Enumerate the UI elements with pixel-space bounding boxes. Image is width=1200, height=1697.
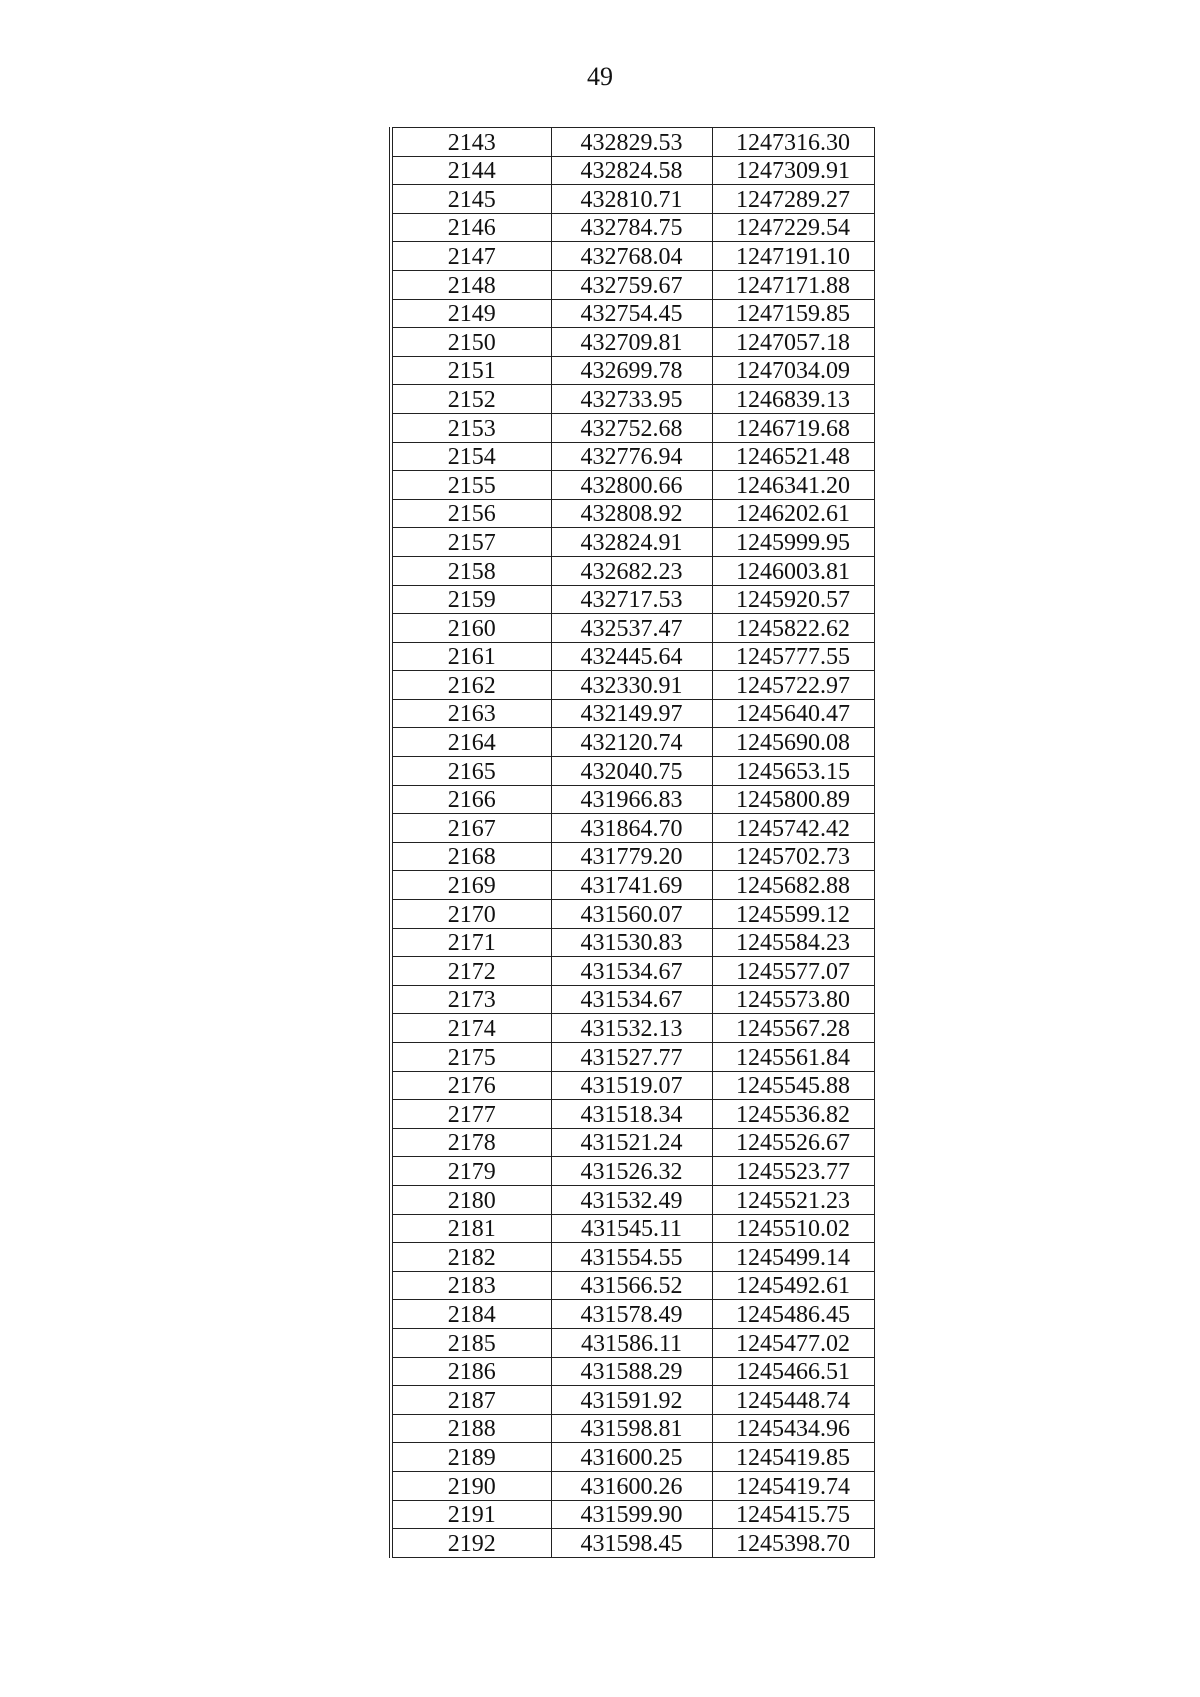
x-coordinate-cell: 431741.69 (551, 871, 712, 900)
table-row (391, 242, 874, 271)
point-number-cell: 2143 (391, 128, 551, 157)
point-number-cell: 2169 (391, 871, 551, 900)
point-number-cell: 2174 (391, 1014, 551, 1043)
table-row (391, 928, 874, 957)
y-coordinate-cell: 1246719.68 (712, 413, 874, 442)
point-number-cell: 2154 (391, 442, 551, 471)
coordinates-table-body (391, 128, 874, 1558)
point-number-cell: 2187 (391, 1386, 551, 1415)
x-coordinate-cell: 431532.49 (551, 1185, 712, 1214)
table-row (391, 328, 874, 357)
y-coordinate-cell: 1245722.97 (712, 671, 874, 700)
point-number-cell: 2191 (391, 1500, 551, 1529)
table-row (391, 1071, 874, 1100)
table-row (391, 642, 874, 671)
table-row (391, 785, 874, 814)
table-row (391, 614, 874, 643)
y-coordinate-cell: 1245521.23 (712, 1185, 874, 1214)
table-row (391, 128, 874, 157)
table-row (391, 1300, 874, 1329)
y-coordinate-cell: 1245577.07 (712, 957, 874, 986)
table-row (391, 1014, 874, 1043)
point-number-cell: 2150 (391, 328, 551, 357)
x-coordinate-cell: 432537.47 (551, 614, 712, 643)
point-number-cell: 2148 (391, 270, 551, 299)
table-row (391, 871, 874, 900)
point-number-cell: 2171 (391, 928, 551, 957)
x-coordinate-cell: 431530.83 (551, 928, 712, 957)
y-coordinate-cell: 1245573.80 (712, 985, 874, 1014)
y-coordinate-cell: 1246202.61 (712, 499, 874, 528)
point-number-cell: 2147 (391, 242, 551, 271)
x-coordinate-cell: 431566.52 (551, 1271, 712, 1300)
x-coordinate-cell: 432149.97 (551, 699, 712, 728)
y-coordinate-cell: 1247034.09 (712, 356, 874, 385)
table-row (391, 442, 874, 471)
x-coordinate-cell: 432754.45 (551, 299, 712, 328)
table-row (391, 1100, 874, 1129)
y-coordinate-cell: 1246341.20 (712, 471, 874, 500)
point-number-cell: 2188 (391, 1414, 551, 1443)
table-row (391, 1128, 874, 1157)
table-row (391, 1443, 874, 1472)
y-coordinate-cell: 1245545.88 (712, 1071, 874, 1100)
point-number-cell: 2156 (391, 499, 551, 528)
point-number-cell: 2186 (391, 1357, 551, 1386)
y-coordinate-cell: 1247057.18 (712, 328, 874, 357)
point-number-cell: 2189 (391, 1443, 551, 1472)
x-coordinate-cell: 432040.75 (551, 757, 712, 786)
x-coordinate-cell: 432717.53 (551, 585, 712, 614)
table-row (391, 1214, 874, 1243)
y-coordinate-cell: 1245702.73 (712, 842, 874, 871)
y-coordinate-cell: 1247316.30 (712, 128, 874, 157)
x-coordinate-cell: 431578.49 (551, 1300, 712, 1329)
y-coordinate-cell: 1247309.91 (712, 156, 874, 185)
y-coordinate-cell: 1245653.15 (712, 757, 874, 786)
point-number-cell: 2182 (391, 1243, 551, 1272)
point-number-cell: 2162 (391, 671, 551, 700)
x-coordinate-cell: 432759.67 (551, 270, 712, 299)
y-coordinate-cell: 1245800.89 (712, 785, 874, 814)
point-number-cell: 2153 (391, 413, 551, 442)
y-coordinate-cell: 1245999.95 (712, 528, 874, 557)
point-number-cell: 2157 (391, 528, 551, 557)
point-number-cell: 2173 (391, 985, 551, 1014)
y-coordinate-cell: 1245536.82 (712, 1100, 874, 1129)
x-coordinate-cell: 431600.25 (551, 1443, 712, 1472)
x-coordinate-cell: 432810.71 (551, 185, 712, 214)
coordinates-table (389, 127, 875, 1558)
x-coordinate-cell: 432824.91 (551, 528, 712, 557)
y-coordinate-cell: 1245920.57 (712, 585, 874, 614)
x-coordinate-cell: 431527.77 (551, 1043, 712, 1072)
y-coordinate-cell: 1246839.13 (712, 385, 874, 414)
y-coordinate-cell: 1247159.85 (712, 299, 874, 328)
y-coordinate-cell: 1245640.47 (712, 699, 874, 728)
table-row (391, 585, 874, 614)
x-coordinate-cell: 432709.81 (551, 328, 712, 357)
page-number: 49 (587, 62, 613, 91)
point-number-cell: 2185 (391, 1328, 551, 1357)
y-coordinate-cell: 1245510.02 (712, 1214, 874, 1243)
x-coordinate-cell: 432445.64 (551, 642, 712, 671)
x-coordinate-cell: 432768.04 (551, 242, 712, 271)
y-coordinate-cell: 1245492.61 (712, 1271, 874, 1300)
x-coordinate-cell: 432120.74 (551, 728, 712, 757)
point-number-cell: 2168 (391, 842, 551, 871)
table-row (391, 156, 874, 185)
x-coordinate-cell: 431518.34 (551, 1100, 712, 1129)
table-row (391, 213, 874, 242)
table-row (391, 1471, 874, 1500)
table-row (391, 1328, 874, 1357)
point-number-cell: 2179 (391, 1157, 551, 1186)
table-row (391, 985, 874, 1014)
y-coordinate-cell: 1245561.84 (712, 1043, 874, 1072)
y-coordinate-cell: 1245682.88 (712, 871, 874, 900)
table-row (391, 1529, 874, 1558)
point-number-cell: 2190 (391, 1471, 551, 1500)
x-coordinate-cell: 431560.07 (551, 900, 712, 929)
table-row (391, 814, 874, 843)
x-coordinate-cell: 432752.68 (551, 413, 712, 442)
x-coordinate-cell: 431532.13 (551, 1014, 712, 1043)
x-coordinate-cell: 432800.66 (551, 471, 712, 500)
x-coordinate-cell: 432829.53 (551, 128, 712, 157)
x-coordinate-cell: 432733.95 (551, 385, 712, 414)
point-number-cell: 2146 (391, 213, 551, 242)
point-number-cell: 2176 (391, 1071, 551, 1100)
y-coordinate-cell: 1245822.62 (712, 614, 874, 643)
point-number-cell: 2165 (391, 757, 551, 786)
y-coordinate-cell: 1245448.74 (712, 1386, 874, 1415)
x-coordinate-cell: 432682.23 (551, 556, 712, 585)
y-coordinate-cell: 1245526.67 (712, 1128, 874, 1157)
y-coordinate-cell: 1245486.45 (712, 1300, 874, 1329)
point-number-cell: 2155 (391, 471, 551, 500)
y-coordinate-cell: 1246003.81 (712, 556, 874, 585)
point-number-cell: 2177 (391, 1100, 551, 1129)
x-coordinate-cell: 431519.07 (551, 1071, 712, 1100)
x-coordinate-cell: 431598.81 (551, 1414, 712, 1443)
point-number-cell: 2166 (391, 785, 551, 814)
table-row (391, 1271, 874, 1300)
point-number-cell: 2161 (391, 642, 551, 671)
point-number-cell: 2183 (391, 1271, 551, 1300)
table-row (391, 1185, 874, 1214)
point-number-cell: 2178 (391, 1128, 551, 1157)
point-number-cell: 2151 (391, 356, 551, 385)
table-row (391, 299, 874, 328)
x-coordinate-cell: 431586.11 (551, 1328, 712, 1357)
table-row (391, 699, 874, 728)
y-coordinate-cell: 1245690.08 (712, 728, 874, 757)
point-number-cell: 2167 (391, 814, 551, 843)
x-coordinate-cell: 432699.78 (551, 356, 712, 385)
table-row (391, 757, 874, 786)
x-coordinate-cell: 432776.94 (551, 442, 712, 471)
table-row (391, 728, 874, 757)
point-number-cell: 2145 (391, 185, 551, 214)
table-row (391, 1157, 874, 1186)
y-coordinate-cell: 1247289.27 (712, 185, 874, 214)
point-number-cell: 2175 (391, 1043, 551, 1072)
table-row (391, 842, 874, 871)
x-coordinate-cell: 431600.26 (551, 1471, 712, 1500)
y-coordinate-cell: 1245415.75 (712, 1500, 874, 1529)
y-coordinate-cell: 1245499.14 (712, 1243, 874, 1272)
y-coordinate-cell: 1247171.88 (712, 270, 874, 299)
y-coordinate-cell: 1245466.51 (712, 1357, 874, 1386)
table-row (391, 185, 874, 214)
y-coordinate-cell: 1245584.23 (712, 928, 874, 957)
point-number-cell: 2170 (391, 900, 551, 929)
x-coordinate-cell: 431779.20 (551, 842, 712, 871)
point-number-cell: 2158 (391, 556, 551, 585)
x-coordinate-cell: 432330.91 (551, 671, 712, 700)
table-row (391, 528, 874, 557)
table-row (391, 671, 874, 700)
y-coordinate-cell: 1245523.77 (712, 1157, 874, 1186)
point-number-cell: 2163 (391, 699, 551, 728)
table-row (391, 900, 874, 929)
x-coordinate-cell: 432808.92 (551, 499, 712, 528)
table-row (391, 1357, 874, 1386)
x-coordinate-cell: 431588.29 (551, 1357, 712, 1386)
table-row (391, 1500, 874, 1529)
x-coordinate-cell: 431545.11 (551, 1214, 712, 1243)
x-coordinate-cell: 431534.67 (551, 957, 712, 986)
point-number-cell: 2149 (391, 299, 551, 328)
y-coordinate-cell: 1245419.74 (712, 1471, 874, 1500)
point-number-cell: 2160 (391, 614, 551, 643)
x-coordinate-cell: 431526.32 (551, 1157, 712, 1186)
y-coordinate-cell: 1245567.28 (712, 1014, 874, 1043)
x-coordinate-cell: 431599.90 (551, 1500, 712, 1529)
table-row (391, 1243, 874, 1272)
y-coordinate-cell: 1245477.02 (712, 1328, 874, 1357)
y-coordinate-cell: 1245434.96 (712, 1414, 874, 1443)
y-coordinate-cell: 1245742.42 (712, 814, 874, 843)
y-coordinate-cell: 1245777.55 (712, 642, 874, 671)
y-coordinate-cell: 1245419.85 (712, 1443, 874, 1472)
table-row (391, 1386, 874, 1415)
y-coordinate-cell: 1247229.54 (712, 213, 874, 242)
table-row (391, 413, 874, 442)
point-number-cell: 2144 (391, 156, 551, 185)
x-coordinate-cell: 431591.92 (551, 1386, 712, 1415)
table-row (391, 499, 874, 528)
point-number-cell: 2172 (391, 957, 551, 986)
table-row (391, 385, 874, 414)
table-row (391, 270, 874, 299)
x-coordinate-cell: 431534.67 (551, 985, 712, 1014)
x-coordinate-cell: 432824.58 (551, 156, 712, 185)
y-coordinate-cell: 1245398.70 (712, 1529, 874, 1558)
table-row (391, 356, 874, 385)
table-row (391, 1043, 874, 1072)
x-coordinate-cell: 431554.55 (551, 1243, 712, 1272)
y-coordinate-cell: 1245599.12 (712, 900, 874, 929)
x-coordinate-cell: 431521.24 (551, 1128, 712, 1157)
point-number-cell: 2180 (391, 1185, 551, 1214)
table-row (391, 556, 874, 585)
x-coordinate-cell: 431966.83 (551, 785, 712, 814)
point-number-cell: 2192 (391, 1529, 551, 1558)
y-coordinate-cell: 1247191.10 (712, 242, 874, 271)
point-number-cell: 2164 (391, 728, 551, 757)
x-coordinate-cell: 432784.75 (551, 213, 712, 242)
y-coordinate-cell: 1246521.48 (712, 442, 874, 471)
x-coordinate-cell: 431864.70 (551, 814, 712, 843)
point-number-cell: 2152 (391, 385, 551, 414)
point-number-cell: 2159 (391, 585, 551, 614)
table-row (391, 957, 874, 986)
x-coordinate-cell: 431598.45 (551, 1529, 712, 1558)
point-number-cell: 2184 (391, 1300, 551, 1329)
point-number-cell: 2181 (391, 1214, 551, 1243)
table-row (391, 471, 874, 500)
table-row (391, 1414, 874, 1443)
